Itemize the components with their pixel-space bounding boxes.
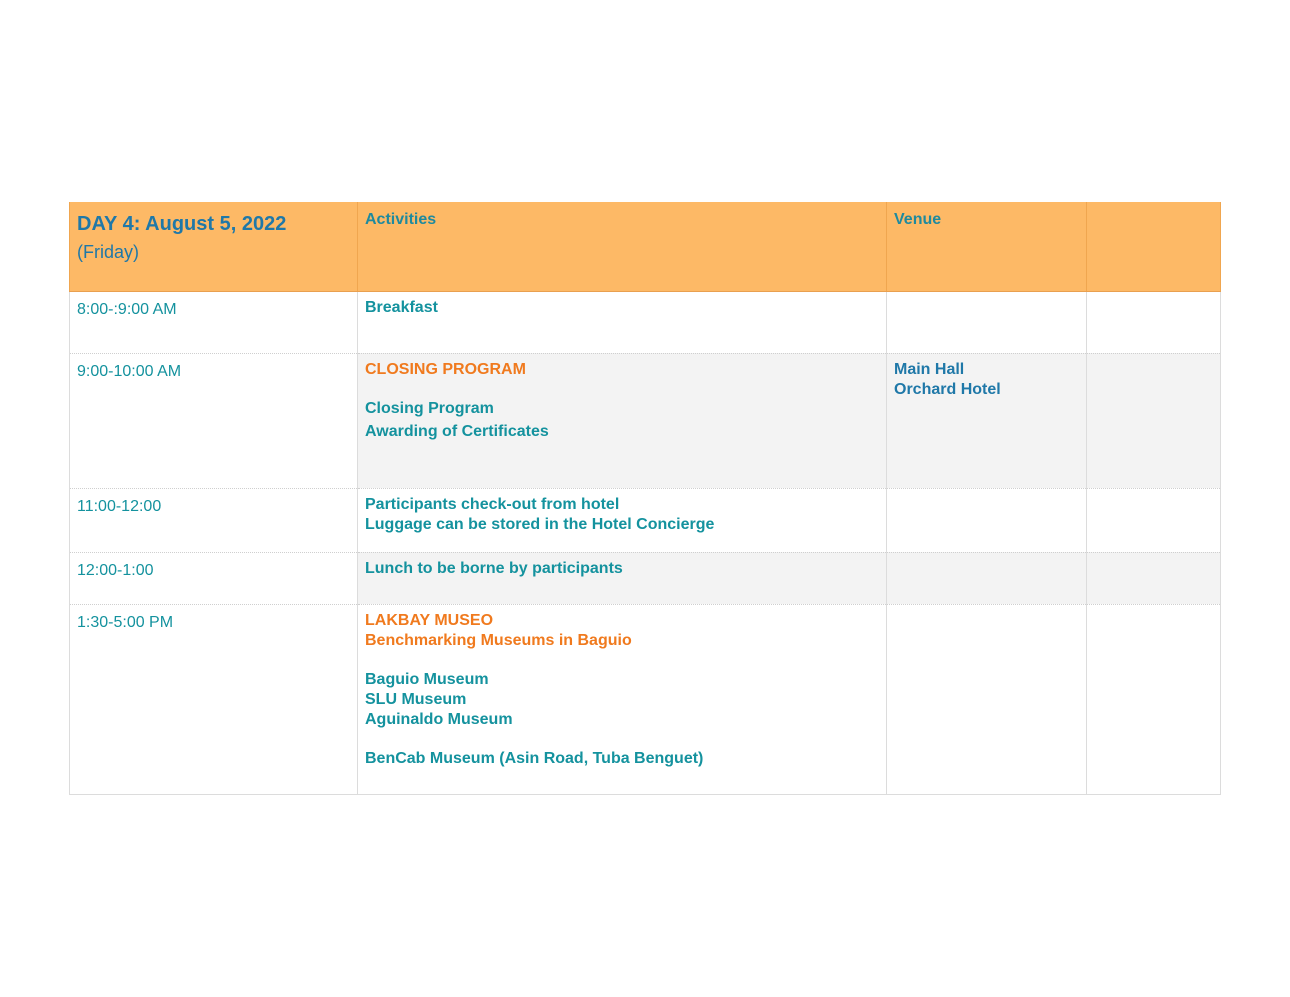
- time-cell: [70, 488, 358, 552]
- time-label: 12:00-1:00: [77, 561, 154, 579]
- activity-cell: [358, 488, 887, 552]
- activities-header-cell: [358, 202, 887, 291]
- time-cell: [70, 291, 358, 353]
- venue-cell: [887, 291, 1087, 353]
- table-row: [70, 604, 1221, 794]
- time-label: 1:30-5:00 PM: [77, 613, 174, 631]
- time-label: 11:00-12:00: [77, 497, 162, 515]
- activity-line: Participants check-out from hotel: [365, 495, 620, 513]
- activity-line: Lunch to be borne by participants: [365, 559, 623, 577]
- activities-header: Activities: [365, 211, 437, 228]
- activity-line: Luggage can be stored in the Hotel Concierge: [365, 515, 715, 533]
- time-label: 8:00-:9:00 AM: [77, 300, 177, 318]
- extra-cell: [1087, 552, 1221, 604]
- extra-header-cell: [1087, 202, 1221, 291]
- day-title: DAY 4: August 5, 2022: [77, 213, 287, 235]
- venue-header-cell: [887, 202, 1087, 291]
- day-weekday: (Friday): [77, 242, 139, 262]
- extra-cell: [1087, 488, 1221, 552]
- activity-cell: [358, 552, 887, 604]
- activity-subtitle: Benchmarking Museums in Baguio: [365, 631, 632, 649]
- table-row: [70, 353, 1221, 488]
- venue-cell: [887, 353, 1087, 488]
- activity-title: CLOSING PROGRAM: [365, 360, 526, 378]
- day-4-schedule-table: [69, 202, 1221, 795]
- extra-cell: [1087, 604, 1221, 794]
- activity-line: SLU Museum: [365, 690, 467, 708]
- time-cell: [70, 552, 358, 604]
- table-row: [70, 488, 1221, 552]
- activity-cell: [358, 353, 887, 488]
- activity-line: Baguio Museum: [365, 670, 489, 688]
- activity-title: LAKBAY MUSEO: [365, 611, 494, 629]
- activity-cell: [358, 604, 887, 794]
- extra-cell: [1087, 353, 1221, 488]
- venue-line: Orchard Hotel: [894, 380, 1001, 398]
- time-cell: [70, 604, 358, 794]
- table-row: [70, 552, 1221, 604]
- activity-line: Closing Program: [365, 399, 494, 417]
- venue-cell: [887, 552, 1087, 604]
- venue-cell: [887, 488, 1087, 552]
- venue-line: Main Hall: [894, 360, 965, 378]
- activity-line: Breakfast: [365, 298, 438, 316]
- activity-line: Awarding of Certificates: [365, 422, 549, 440]
- day-header-cell: [70, 202, 358, 291]
- time-cell: [70, 353, 358, 488]
- activity-line: BenCab Museum (Asin Road, Tuba Benguet): [365, 749, 704, 767]
- time-label: 9:00-10:00 AM: [77, 362, 182, 380]
- activity-cell: [358, 291, 887, 353]
- venue-cell: [887, 604, 1087, 794]
- extra-cell: [1087, 291, 1221, 353]
- table-header-row: [70, 202, 1221, 291]
- table-row: [70, 291, 1221, 353]
- activity-line: Aguinaldo Museum: [365, 710, 513, 728]
- venue-header: Venue: [894, 211, 942, 228]
